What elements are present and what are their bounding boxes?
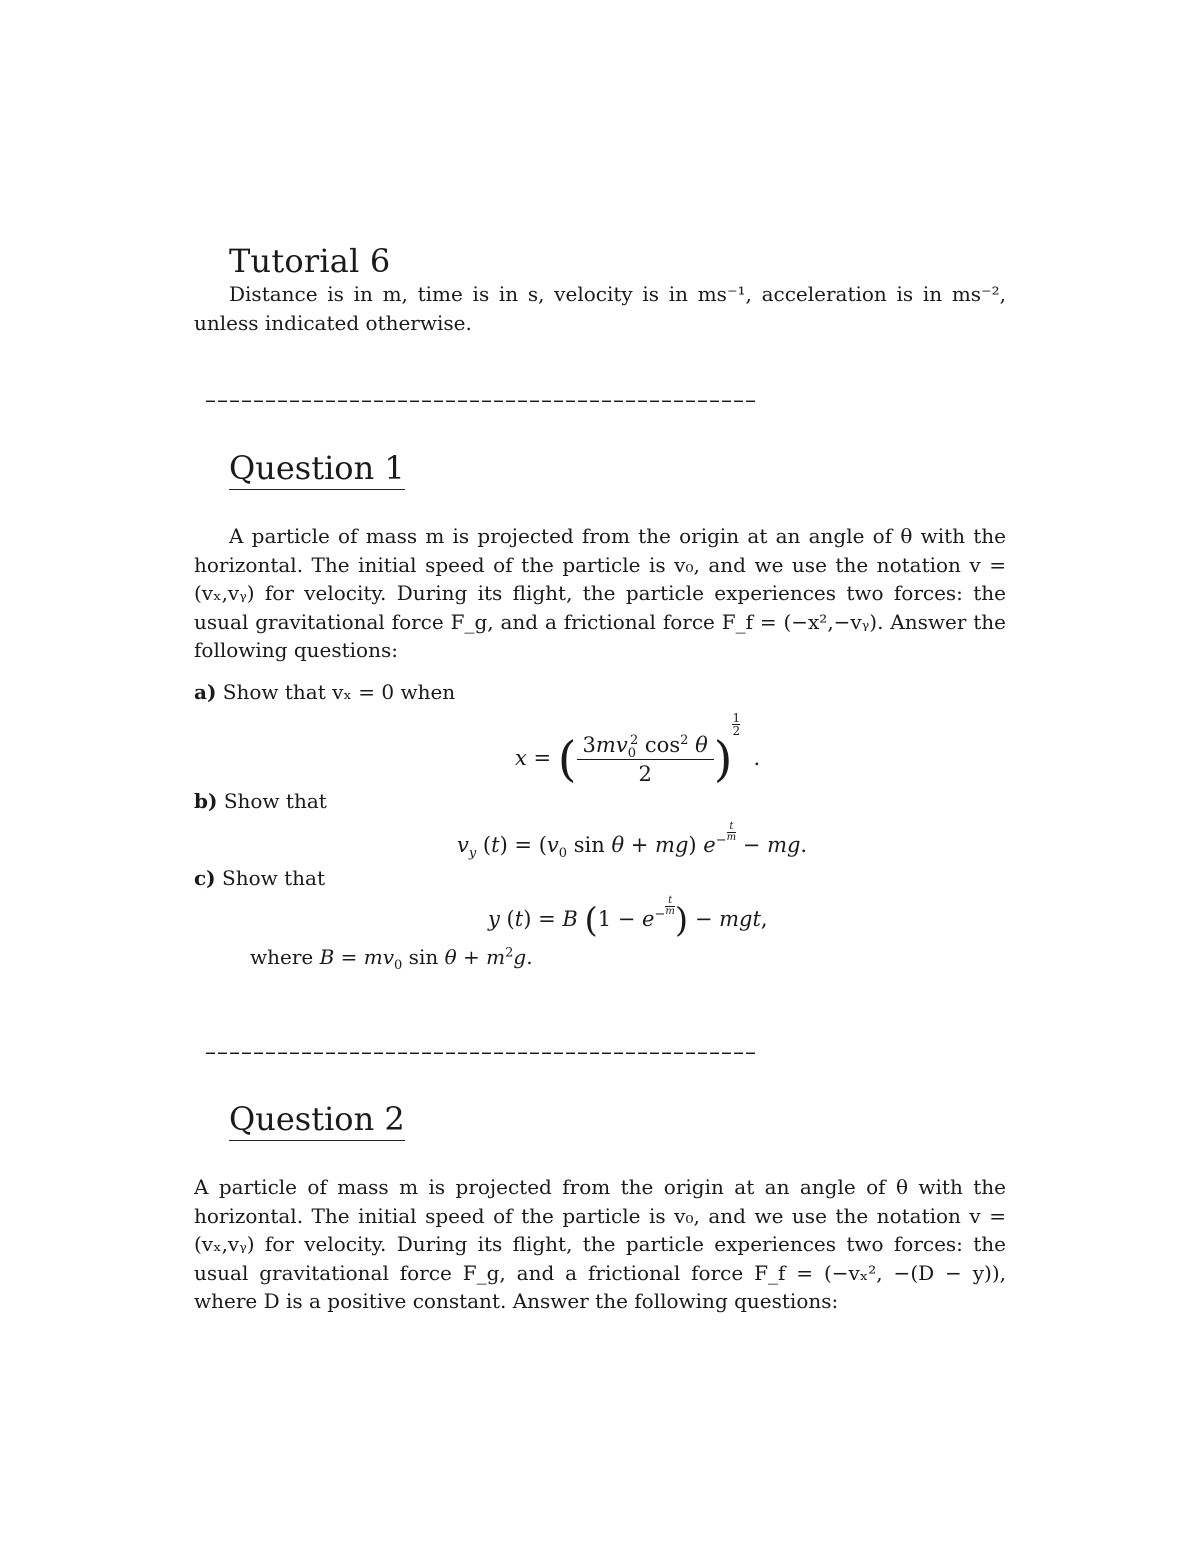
part-c xyxy=(194,866,325,890)
part-b-equation: $v_y$ $(t) = (v_0$ sin θ + mg) $e^{- \frac{t}{m}}$ − mg. xyxy=(457,821,808,862)
units-note xyxy=(194,280,1006,337)
question-2-intro-text: A particle of mass m is projected from the origin at an angle of θ with the horizontal. The initial speed of the particle is v₀, and we use the notation v = (vₓ,vᵧ) for velocity. During its flight, the particle experiences two forces: the usual gravitational force F_g, and a frictional force F_f = (−vₓ², −(D − y)), where D is a positive constant. Answer the following questions: xyxy=(194,1175,1006,1313)
part-a-equation: x = ( $\frac{3mv_0^2 \cos^2 \theta}{2}$ ) $\frac{1}{2}$ . xyxy=(515,711,761,788)
part-c-where: where $B = mv_0$ $\sin \theta + m^2g$. xyxy=(250,945,533,973)
part-c-text: Show that xyxy=(222,866,325,890)
divider-middle: –––––––––––––––––––––––––––––––––––––––––––––– xyxy=(205,1040,757,1065)
question-1-heading: Question 1 xyxy=(229,449,405,490)
question-1-intro xyxy=(194,522,1006,665)
document-title: Tutorial 6 xyxy=(229,242,391,280)
part-b-label: b) xyxy=(194,789,218,813)
part-a-text: Show that vₓ = 0 when xyxy=(222,680,456,704)
part-a xyxy=(194,680,455,704)
part-a-label: a) xyxy=(194,680,217,704)
part-c-label: c) xyxy=(194,866,216,890)
divider-top: –––––––––––––––––––––––––––––––––––––––––––––– xyxy=(205,388,757,413)
question-1-intro-text: A particle of mass m is projected from the origin at an angle of θ with the horizontal. The initial speed of the particle is v₀, and we use the notation v = (vₓ,vᵧ) for velocity. During its flight, the particle experiences two forces: the usual gravitational force F_g, and a frictional force F_f = (−x²,−vᵧ). Answer the following questions: xyxy=(194,524,1006,662)
part-c-equation: y (t) = B $(1 - e^{- \frac{t}{m}})$ − mgt, xyxy=(488,895,768,941)
question-2-heading: Question 2 xyxy=(229,1100,405,1141)
units-note-text: Distance is in m, time is in s, velocity is in ms⁻¹, acceleration is in ms⁻², unless indicated otherwise. xyxy=(194,282,1006,335)
part-b-text: Show that xyxy=(223,789,327,813)
part-b xyxy=(194,789,327,813)
question-2-intro xyxy=(194,1173,1006,1316)
